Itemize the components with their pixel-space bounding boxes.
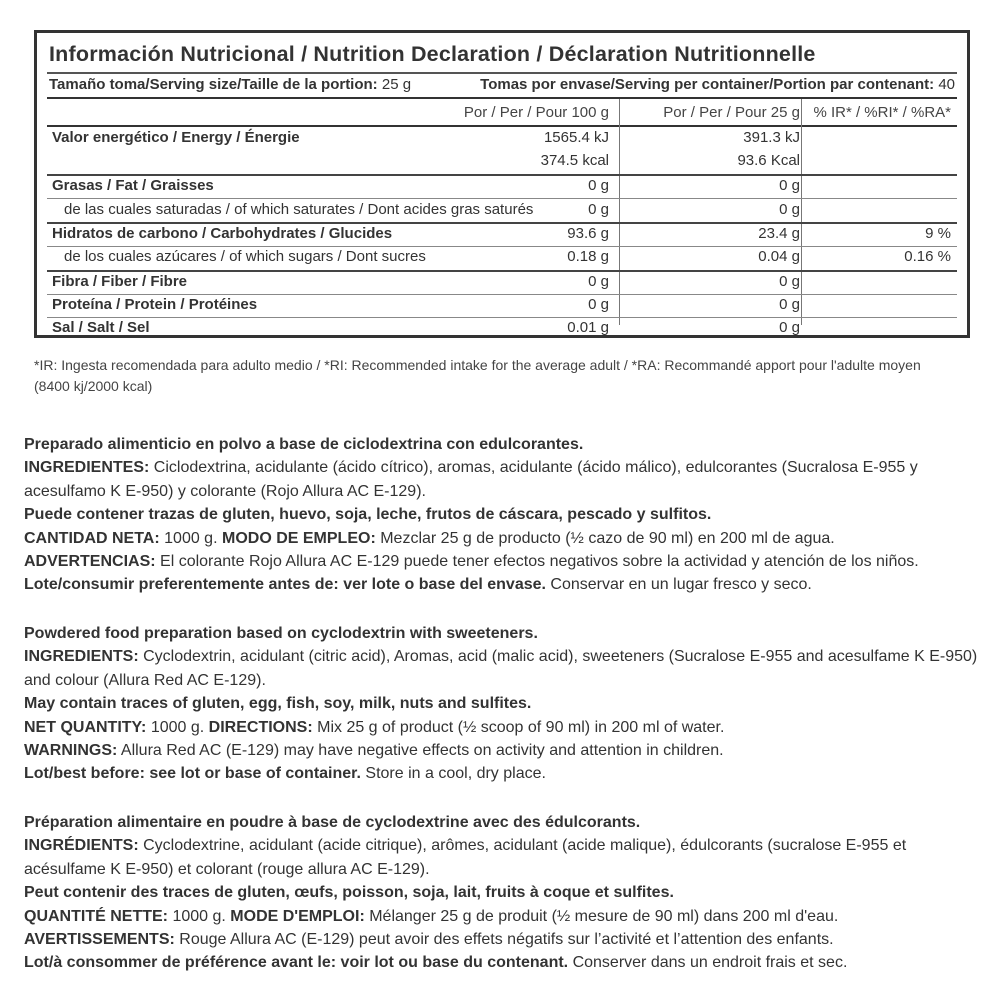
row-label: de los cuales azúcares / of which sugars / Dont sucres [64,248,426,265]
ingredients-label-es: INGREDIENTES: [24,459,150,477]
product-title-en: Powdered food preparation based on cyclodextrin with sweeteners. [24,625,538,642]
warnings-en: Allura Red AC (E-129) may have negative effects on activity and attention in children. [120,742,724,760]
directions-label-fr: MODE D'EMPLOI: [230,907,365,925]
nutrition-panel [34,30,970,338]
ingredients-label-fr: INGRÉDIENTS: [24,837,139,855]
warnings-label-en: WARNINGS: [24,742,118,760]
serving-size-value: 25 g [381,76,412,93]
value-per-100g: 0 g [588,296,609,313]
value-per-25g: 0 g [779,177,800,194]
net-quantity-fr: 1000 g. [172,907,226,925]
value-per-100g: 0 g [588,273,609,290]
column-header-ri: % IR* / %RI* / %RA* [813,104,951,121]
value-per-25g: 391.3 kJ [743,129,800,146]
directions-label-es: MODO DE EMPLEO: [221,529,376,547]
french-description [24,811,984,975]
servings-per-container [480,76,955,93]
table-row [47,223,957,246]
footnote [34,355,970,397]
servings-value: 40 [938,76,955,93]
directions-es: Mezclar 25 g de producto (½ cazo de 90 ml) en 200 ml de agua. [380,529,835,547]
serving-size-label: Tamaño toma/Serving size/Taille de la portion: [49,76,378,93]
warnings-label-es: ADVERTENCIAS: [24,553,156,571]
value-per-100g: 0 g [588,177,609,194]
net-quantity-label-fr: QUANTITÉ NETTE: [24,907,168,925]
table-row [47,127,957,150]
serving-size [49,76,411,93]
column-header-25g: Por / Per / Pour 25 g [663,104,800,121]
panel-title: Información Nutricional / Nutrition Declaration / Déclaration Nutritionnelle [49,42,816,66]
value-per-25g: 0.04 g [758,248,800,265]
row-label: Fibra / Fiber / Fibre [52,273,188,290]
table-row [47,294,957,317]
table-row [47,175,957,198]
storage-en: Store in a cool, dry place. [365,765,546,783]
value-per-25g: 0 g [779,273,800,290]
value-per-100g: 0 g [588,201,609,218]
warnings-label-fr: AVERTISSEMENTS: [24,931,175,949]
value-per-25g: 0 g [779,319,800,336]
value-ri: 0.16 % [904,248,951,265]
value-per-25g: 93.6 Kcal [737,152,800,169]
spanish-description [24,433,984,597]
ingredients-text-fr: Cyclodextrine, acidulant (acide citrique), arômes, acidulant (acide malique), édulcorants (sucralose E-955 et acésulfame K E-950) et colorant (rouge allura AC E-129). [24,837,907,878]
lot-label-en: Lot/best before: see lot or base of container. [24,765,361,783]
value-per-100g: 374.5 kcal [540,152,609,169]
warnings-fr: Rouge Allura AC (E-129) peut avoir des effets négatifs sur l’activité et l’attention des enfants. [179,931,834,949]
lot-label-fr: Lot/à consommer de préférence avant le: voir lot ou base du contenant. [24,954,569,972]
net-quantity-label-en: NET QUANTITY: [24,718,147,736]
value-per-100g: 1565.4 kJ [543,129,609,146]
table-row [47,317,957,340]
value-ri: 9 % [925,225,951,242]
traces-fr: Peut contenir des traces de gluten, œufs, poisson, soja, lait, fruits à coque et sulfites. [24,884,674,902]
footnote-line: (8400 kj/2000 kcal) [34,378,153,394]
net-quantity-en: 1000 g. [150,718,205,736]
row-label: Grasas / Fat / Graisses [52,177,214,194]
table-row [47,150,957,173]
value-per-25g: 0 g [779,201,800,218]
product-title-fr: Préparation alimentaire en poudre à base de cyclodextrine avec des édulcorants. [24,814,641,831]
table-row [47,271,957,294]
traces-es: Puede contener trazas de gluten, huevo, soja, leche, frutos de cáscara, pescado y sulfitos. [24,506,712,524]
value-per-100g: 0.18 g [567,248,609,265]
product-title-es: Preparado alimenticio en polvo a base de ciclodextrina con edulcorantes. [24,436,584,453]
storage-fr: Conserver dans un endroit frais et sec. [572,954,848,972]
directions-label-en: DIRECTIONS: [208,718,313,736]
lot-label-es: Lote/consumir preferentemente antes de: ver lote o base del envase. [24,576,546,594]
english-description [24,622,984,786]
row-label: Sal / Salt / Sel [52,319,150,336]
servings-label: Tomas por envase/Serving per container/Portion par contenant: [480,76,935,93]
directions-fr: Mélanger 25 g de produit (½ mesure de 90 ml) dans 200 ml d'eau. [369,907,839,925]
row-label: Proteína / Protein / Protéines [52,296,258,313]
table-row [47,246,957,269]
serving-divider [47,97,957,99]
ingredients-text-es: Ciclodextrina, acidulante (ácido cítrico), aromas, acidulante (ácido málico), edulcorantes (Sucralosa E-955 y acesulfamo K E-950) y colorante (Rojo Allura AC E-129). [24,459,918,500]
row-label: Hidratos de carbono / Carbohydrates / Glucides [52,225,393,242]
column-header-100g: Por / Per / Pour 100 g [463,104,609,121]
storage-es: Conservar en un lugar fresco y seco. [550,576,812,594]
footnote-line: *IR: Ingesta recomendada para adulto medio / *RI: Recommended intake for the average adult / *RA: Recommandé apport pour l'adulte moyen [34,357,921,373]
value-per-100g: 0.01 g [567,319,609,336]
directions-en: Mix 25 g of product (½ scoop of 90 ml) in 200 ml of water. [317,718,725,736]
warnings-es: El colorante Rojo Allura AC E-129 puede tener efectos negativos sobre la actividad y atención de los niños. [160,553,919,571]
row-label: Valor energético / Energy / Énergie [52,129,300,146]
title-divider [47,72,957,74]
net-quantity-label-es: CANTIDAD NETA: [24,529,160,547]
ingredients-label-en: INGREDIENTS: [24,648,139,666]
table-row [47,199,957,222]
net-quantity-es: 1000 g. [164,529,218,547]
ingredients-text-en: Cyclodextrin, acidulant (citric acid), Aromas, acid (malic acid), sweeteners (Sucralose E-955 and acesulfame K E-950) and colour (Allura Red AC E-129). [24,648,978,689]
row-label: de las cuales saturadas / of which saturates / Dont acides gras saturés [64,201,534,218]
value-per-25g: 23.4 g [758,225,800,242]
value-per-25g: 0 g [779,296,800,313]
traces-en: May contain traces of gluten, egg, fish, soy, milk, nuts and sulfites. [24,695,532,713]
value-per-100g: 93.6 g [567,225,609,242]
